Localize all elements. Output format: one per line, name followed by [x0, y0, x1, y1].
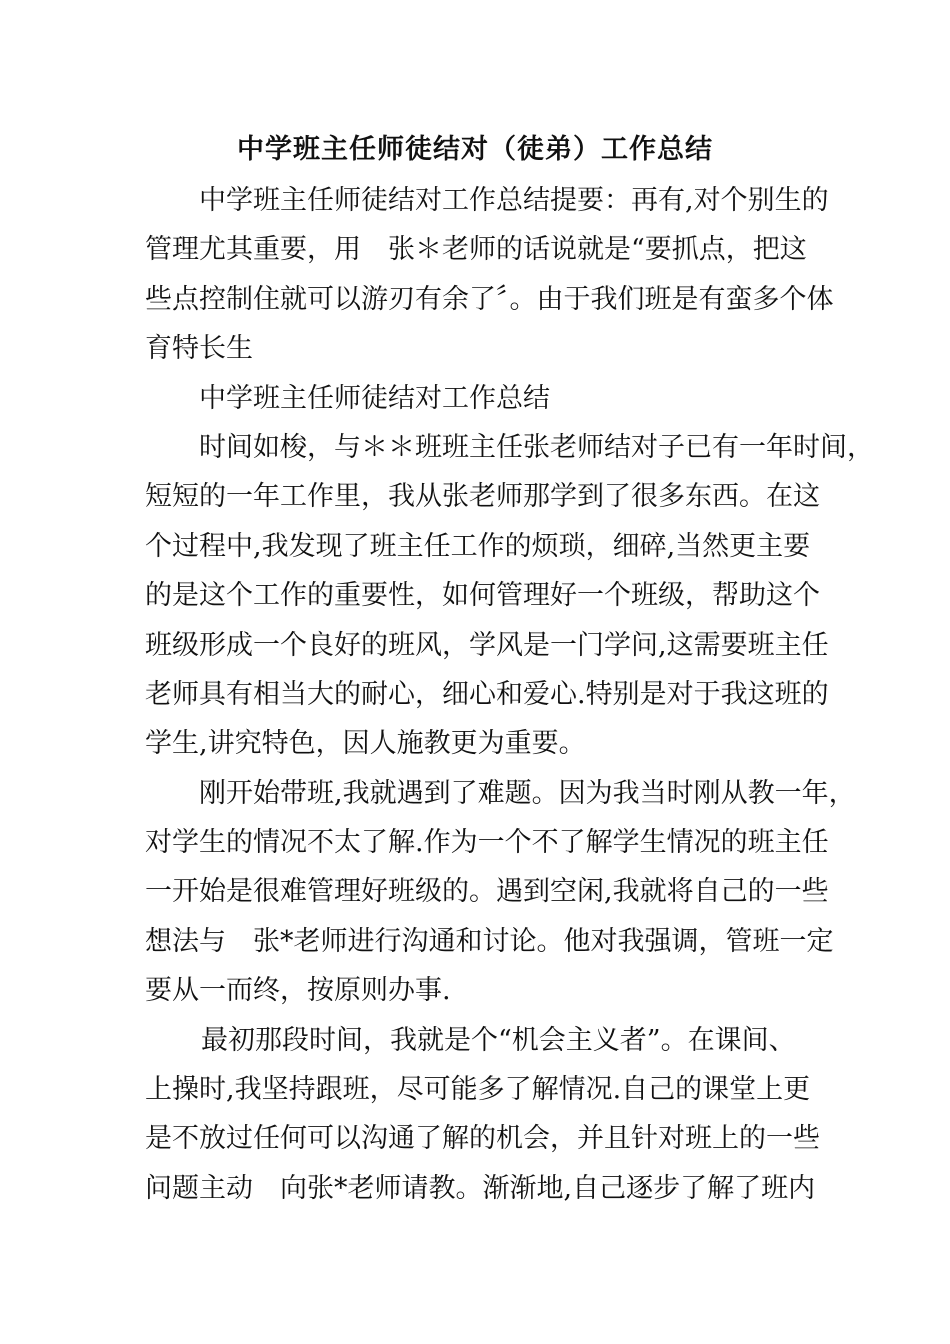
text-line: 想法与 张*老师进行沟通和讨论。他对我强调，管班一定 — [145, 925, 834, 957]
text-line: 要从一而终，按原则办事. — [145, 975, 451, 1007]
text-line: 是不放过任何可以沟通了解的机会，并且针对班上的一些 — [145, 1123, 820, 1155]
text-line: 时间如梭，与＊＊班班主任张老师结对子已有一年时间， — [199, 431, 874, 463]
document-title: 中学班主任师徒结对（徒弟）工作总结 — [237, 134, 713, 165]
text-line: 对学生的情况不太了解.作为一个不了解学生情况的班主任 — [145, 827, 829, 859]
text-line: 学生,讲究特色，因人施教更为重要。 — [145, 728, 586, 760]
text-line: 一开始是很难管理好班级的。遇到空闲,我就将自己的一些 — [145, 876, 829, 908]
text-line: 短短的一年工作里，我从张老师那学到了很多东西。在这 — [145, 481, 820, 513]
text-line: 上操时,我坚持跟班，尽可能多了解情况.自己的课堂上更 — [145, 1074, 811, 1106]
text-line: 的是这个工作的重要性，如何管理好一个班级，帮助这个 — [145, 580, 820, 612]
text-line: 最初那段时间，我就是个“机会主义者”。在课间、 — [201, 1024, 796, 1056]
text-line: 中学班主任师徒结对工作总结 — [199, 382, 550, 414]
text-line: 刚开始带班,我就遇到了难题。因为我当时刚从教一年， — [199, 777, 856, 809]
text-line: 老师具有相当大的耐心，细心和爱心.特别是对于我这班的 — [145, 678, 829, 710]
text-line: 育特长生 — [145, 333, 253, 365]
text-line: 班级形成一个良好的班风，学风是一门学问,这需要班主任 — [145, 629, 829, 661]
text-line: 问题主动 向张*老师请教。渐渐地,自己逐步了解了班内 — [145, 1172, 816, 1204]
text-line: 管理尤其重要，用 张＊老师的话说就是“要抓点，把这 — [145, 234, 807, 266]
text-line: 个过程中,我发现了班主任工作的烦琐，细碎,当然更主要 — [145, 530, 811, 562]
text-line: 中学班主任师徒结对工作总结提要：再有,对个别生的 — [199, 185, 829, 216]
text-line: 些点控制住就可以游刃有余了〞。由于我们班是有蛮多个体 — [145, 283, 834, 315]
document-body — [145, 176, 874, 1213]
